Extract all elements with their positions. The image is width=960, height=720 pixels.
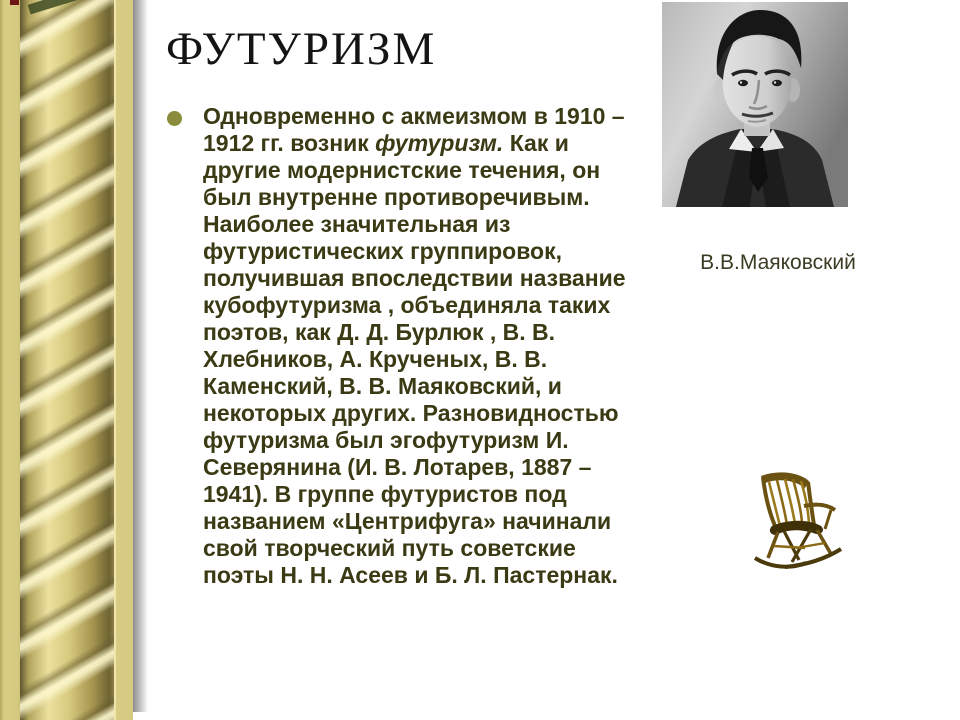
bullet-item bbox=[167, 103, 647, 589]
border-drop-shadow bbox=[133, 0, 148, 712]
corner-accent bbox=[10, 0, 19, 5]
bullet-icon bbox=[167, 111, 182, 126]
rocking-chair-image bbox=[748, 468, 844, 572]
rope-column-ornament bbox=[20, 0, 116, 720]
slide-title: ФУТУРИЗМ bbox=[166, 23, 437, 75]
portrait-caption: В.В.Маяковский bbox=[700, 251, 856, 274]
portrait-image bbox=[662, 2, 848, 207]
gold-border bbox=[0, 0, 133, 720]
bullet-text: Одновременно с акмеизмом в 1910 – 1912 гг. возник футуризм. Как и другие модернистские течения, он был внутренне противоречивым. Наиболее значительная из футуристических группировок, получившая впоследствии название кубофутуризма , объединяла таких поэтов, как Д. Д. Бурлюк , В. В. Хлебников, А. Крученых, В. В. Каменский, В. В. Маяковский, и некоторых других. Разновидностью футуризма был эгофутуризм И. Северянина (И. В. Лотарев, 1887 – 1941). В группе футуристов под названием «Центрифуга» начинали свой творческий путь советские поэты Н. Н. Асеев и Б. Л. Пастернак. bbox=[203, 103, 626, 588]
